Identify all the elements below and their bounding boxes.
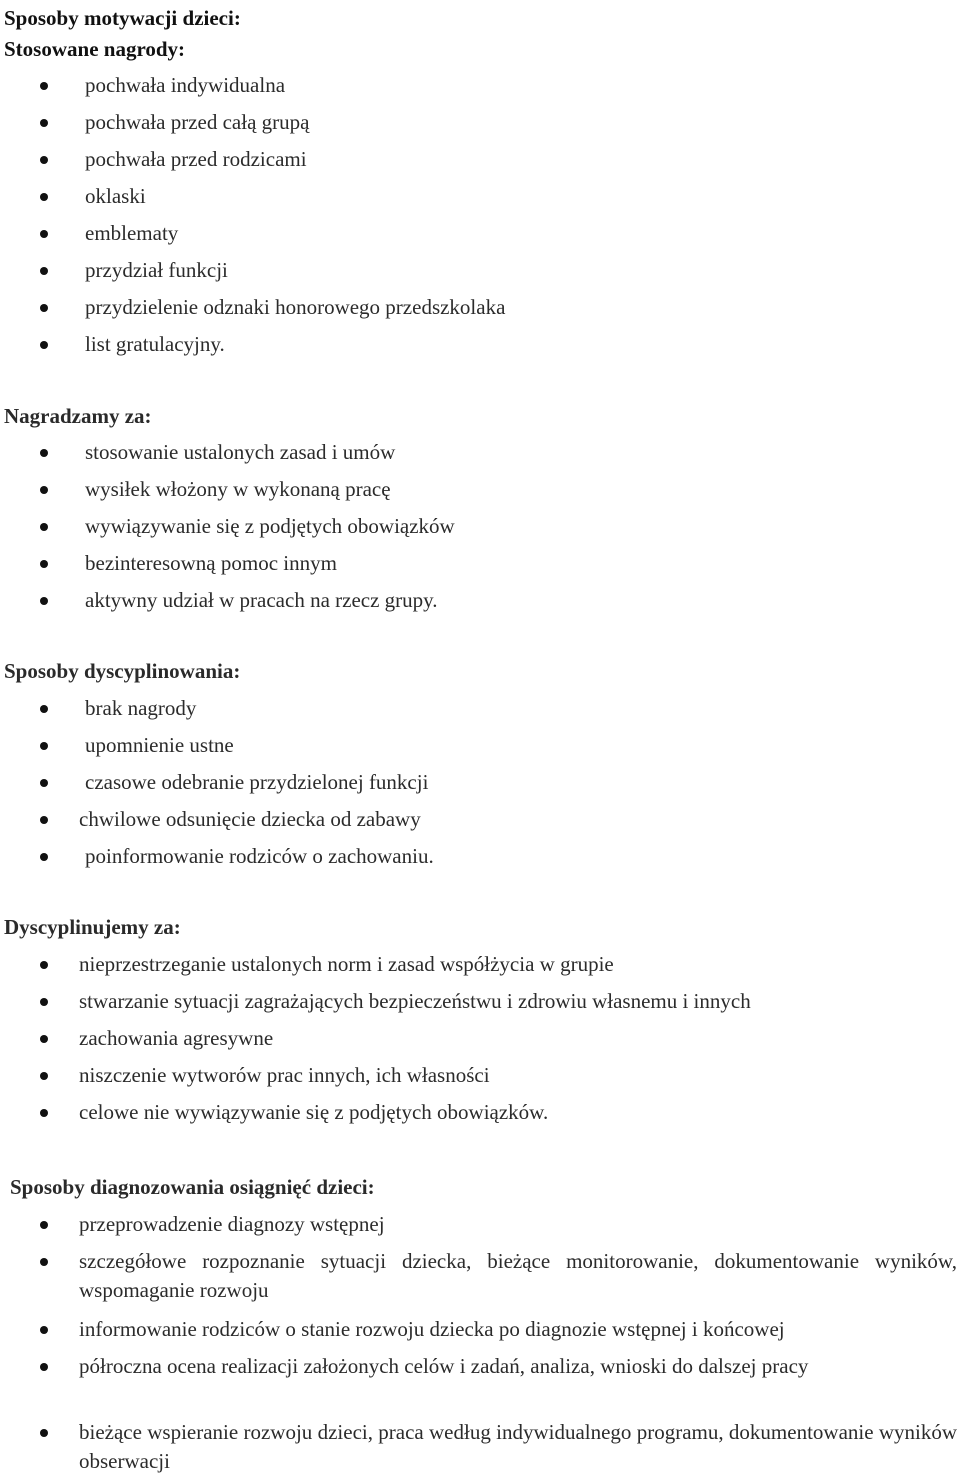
list-item-text: półroczna ocena realizacji założonych celów i zadań, analiza, wnioski do dalszej pracy — [79, 1354, 809, 1378]
list-item-text: pochwała przed rodzicami — [85, 147, 307, 171]
heading-rewarded-for: Nagradzamy za: — [4, 404, 152, 428]
list-item-text: szczegółowe rozpoznanie sytuacji dziecka, bieżące monitorowanie, dokumentowanie wyników, wspomaganie rozwoju — [79, 1249, 957, 1302]
bullet-icon — [40, 82, 48, 90]
list-item-text: niszczenie wytworów prac innych, ich własności — [79, 1063, 490, 1087]
bullet-icon — [40, 560, 48, 568]
list-item-text: chwilowe odsunięcie dziecka od zabawy — [79, 807, 421, 831]
bullet-icon — [40, 1072, 48, 1080]
list-item-text: poinformowanie rodziców o zachowaniu. — [85, 844, 434, 868]
bullet-icon — [40, 1258, 48, 1266]
bullet-icon — [40, 779, 48, 787]
list-item-text: przydzielenie odznaki honorowego przedszkolaka — [85, 295, 506, 319]
bullet-icon — [40, 998, 48, 1006]
list-item-text: oklaski — [85, 184, 146, 208]
bullet-icon — [40, 816, 48, 824]
list-item-text: pochwała indywidualna — [85, 73, 286, 97]
list-item-text: aktywny udział w pracach na rzecz grupy. — [85, 588, 438, 612]
list-item-text: stosowanie ustalonych zasad i umów — [85, 440, 396, 464]
bullet-icon — [40, 156, 48, 164]
bullet-icon — [40, 486, 48, 494]
bullet-icon — [40, 742, 48, 750]
bullet-icon — [40, 1035, 48, 1043]
heading-discipline-methods: Sposoby dyscyplinowania: — [4, 659, 241, 683]
bullet-icon — [40, 705, 48, 713]
heading-rewards: Stosowane nagrody: — [4, 37, 186, 61]
bullet-icon — [40, 341, 48, 349]
list-item-text: upomnienie ustne — [85, 733, 234, 757]
bullet-icon — [40, 1429, 48, 1437]
bullet-icon — [40, 230, 48, 238]
bullet-icon — [40, 1326, 48, 1334]
list-item-text: przydział funkcji — [85, 258, 228, 282]
list-item-text: wywiązywanie się z podjętych obowiązków — [85, 514, 455, 538]
list-item-text: nieprzestrzeganie ustalonych norm i zasad współżycia w grupie — [79, 952, 614, 976]
list-item-text: wysiłek włożony w wykonaną pracę — [85, 477, 391, 501]
bullet-icon — [40, 1363, 48, 1371]
bullet-icon — [40, 1221, 48, 1229]
bullet-icon — [40, 1109, 48, 1117]
heading-disciplined-for: Dyscyplinujemy za: — [4, 915, 181, 939]
list-item-text: stwarzanie sytuacji zagrażających bezpieczeństwu i zdrowiu własnemu i innych — [79, 989, 751, 1013]
bullet-icon — [40, 119, 48, 127]
list-item-text: bezinteresowną pomoc innym — [85, 551, 337, 575]
list-item-text: zachowania agresywne — [79, 1026, 274, 1050]
bullet-icon — [40, 304, 48, 312]
bullet-icon — [40, 961, 48, 969]
list-item-text: brak nagrody — [85, 696, 197, 720]
list-item-text: celowe nie wywiązywanie się z podjętych obowiązków. — [79, 1100, 549, 1124]
bullet-icon — [40, 597, 48, 605]
bullet-icon — [40, 523, 48, 531]
bullet-icon — [40, 449, 48, 457]
list-item-text: list gratulacyjny. — [85, 332, 225, 356]
list-item-text: bieżące wspieranie rozwoju dzieci, praca według indywidualnego programu, dokumentowanie wyników obserwacji — [79, 1420, 957, 1473]
page-title: Sposoby motywacji dzieci: — [4, 6, 241, 30]
bullet-icon — [40, 193, 48, 201]
bullet-icon — [40, 267, 48, 275]
list-item-text: przeprowadzenie diagnozy wstępnej — [79, 1212, 385, 1236]
list-item-text: czasowe odebranie przydzielonej funkcji — [85, 770, 429, 794]
list-item-text: emblematy — [85, 221, 179, 245]
heading-diagnosis-methods: Sposoby diagnozowania osiągnięć dzieci: — [10, 1175, 375, 1199]
list-item-text: pochwała przed całą grupą — [85, 110, 310, 134]
list-item-text: informowanie rodziców o stanie rozwoju dziecka po diagnozie wstępnej i końcowej — [79, 1317, 785, 1341]
bullet-icon — [40, 853, 48, 861]
